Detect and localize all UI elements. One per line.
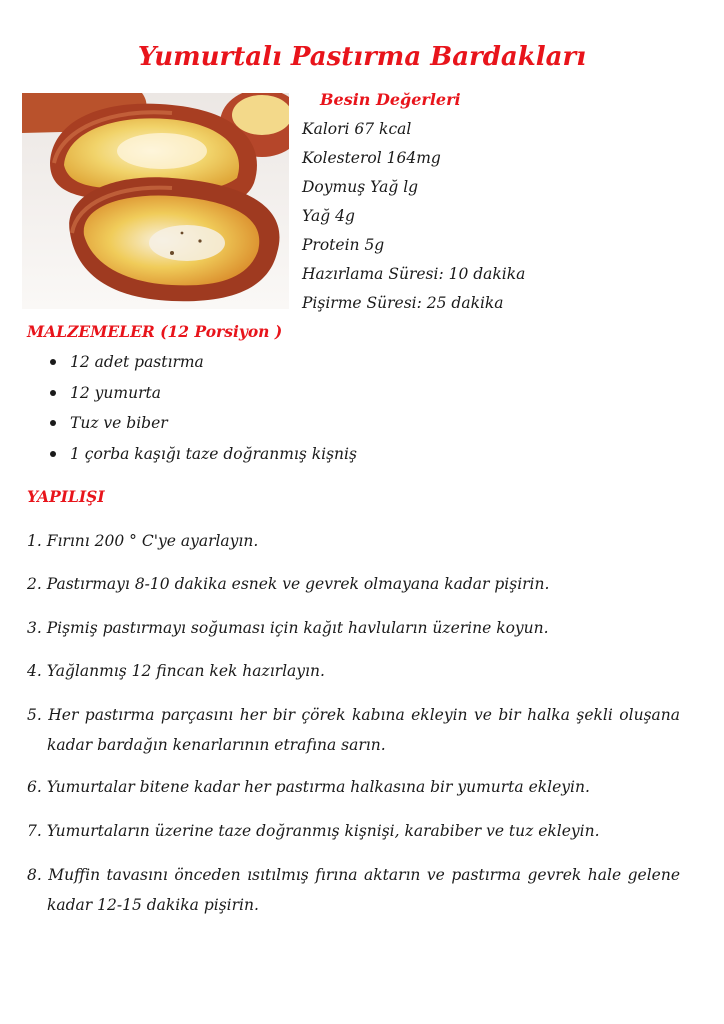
nutrition-item-calories: Kalori 67 kcal <box>302 120 412 138</box>
ingredient-item <box>48 412 357 443</box>
instruction-step-4: 4. Yağlanmış 12 fincan kek hazırlayın. <box>27 662 325 680</box>
bullet-icon <box>50 390 56 396</box>
ingredients-list <box>48 351 357 473</box>
instruction-step-3: 3. Pişmiş pastırmayı soğuması için kağıt havluların üzerine koyun. <box>27 619 549 637</box>
bullet-icon <box>50 420 56 426</box>
ingredients-heading: MALZEMELER (12 Porsiyon ) <box>27 322 283 341</box>
bullet-icon <box>50 451 56 457</box>
ingredient-item <box>48 443 357 474</box>
ingredient-item <box>48 351 357 382</box>
instructions-heading: YAPILIŞI <box>27 487 105 506</box>
nutrition-heading: Besin Değerleri <box>320 90 461 109</box>
instruction-step-2: 2. Pastırmayı 8-10 dakika esnek ve gevrek olmayana kadar pişirin. <box>27 575 550 593</box>
egg-bacon-cups-image <box>22 93 289 309</box>
ingredient-text: 12 adet pastırma <box>70 353 204 371</box>
instruction-step-7: 7. Yumurtaların üzerine taze doğranmış kişnişi, karabiber ve tuz ekleyin. <box>27 822 600 840</box>
instruction-step-5: 5. Her pastırma parçasını her bir çörek kabına ekleyin ve bir halka şekli oluşana kadar bardağın kenarlarının etrafına sarın. <box>27 706 680 754</box>
ingredient-text: 12 yumurta <box>70 383 161 402</box>
nutrition-item-cook-time: Pişirme Süresi: 25 dakika <box>302 294 504 312</box>
nutrition-item-fat: Yağ 4g <box>302 207 355 225</box>
ingredient-text: Tuz ve biber <box>70 414 168 432</box>
nutrition-item-cholesterol: Kolesterol 164mg <box>302 149 441 167</box>
instruction-step-6: 6. Yumurtalar bitene kadar her pastırma halkasına bir yumurta ekleyin. <box>27 778 590 796</box>
ingredient-item <box>48 382 357 413</box>
recipe-title: Yumurtalı Pastırma Bardakları <box>137 42 587 72</box>
nutrition-item-protein: Protein 5g <box>302 236 385 254</box>
instruction-step-8: 8. Muffin tavasını önceden ısıtılmış fırına aktarın ve pastırma gevrek hale gelene kadar 12-15 dakika pişirin. <box>27 866 680 914</box>
recipe-photo <box>22 93 289 309</box>
bullet-icon <box>50 359 56 365</box>
instruction-step-1: 1. Fırını 200 ° C'ye ayarlayın. <box>27 532 259 550</box>
nutrition-item-prep-time: Hazırlama Süresi: 10 dakika <box>302 265 526 283</box>
nutrition-item-saturated-fat: Doymuş Yağ lg <box>302 178 419 196</box>
ingredient-text: 1 çorba kaşığı taze doğranmış kişniş <box>70 444 357 463</box>
nutrition-list <box>302 118 525 321</box>
